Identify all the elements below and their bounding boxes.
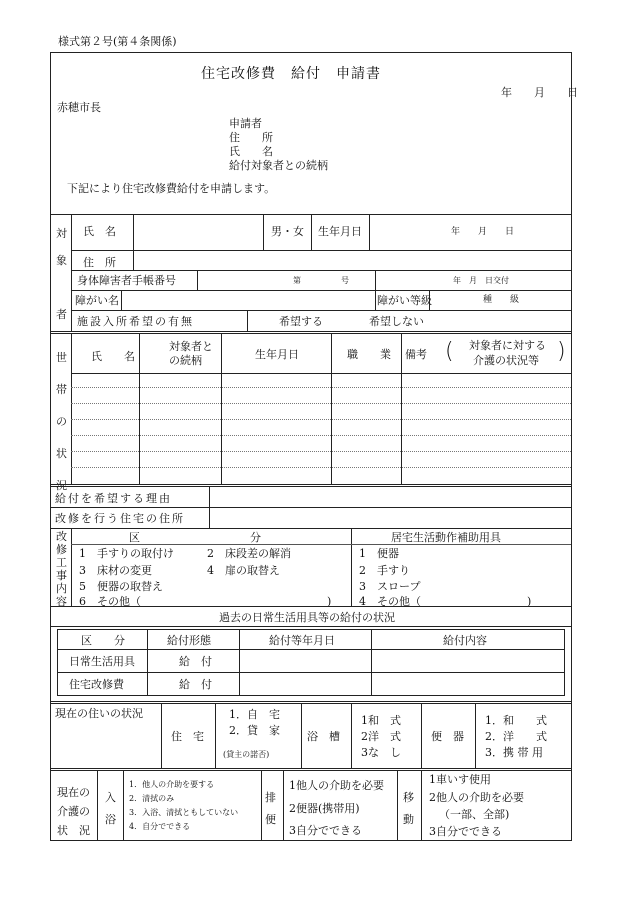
work-item[interactable]: 6 その他（ <box>79 595 141 608</box>
col-birth: 生年月日 <box>255 348 299 361</box>
bath-option[interactable]: 2洋 式 <box>361 730 401 743</box>
residence-label: 現在の住いの状況 <box>55 707 143 720</box>
application-form: 住宅改修費 給付 申請書 年 月 日 赤穂市長 申請者 住 所 氏 名 給付対象者との続柄 下記により住宅改修費給付を申請します。 対 象 者 氏 名 男・女 生年月日 年 月 日 住 所 身体障害者手帳番号 第 号 年 月 日交付 障がい名 障がい等級 種 級 施設入所希望の有無 希望する 希望しない 世 帯 の 状 況 氏 名 対象者と の続柄 生年月日 職 業 備考 ( 対象者に対する 介護の状況等 ) 給付を希望する理由 改修を行う住宅の住所 改 修 工 事 内 容 区 分 居宅生活動作補助用具 1 手すりの取付け 3 床材の変更 5 便器の取替え 6 その他（ 2 床段差の解消 4 扉の取替え ) 1 便器 2 手すり 3 スロープ 4 その他（ ) 過去の日常生活用具等の給付の状況 区 分 給付形態 給付等年月日 給付内容 日常生活用具 給 付 住宅改修費 給 付 現在の住いの状況 住 宅 1．自 宅 2．貸 家 (貸主の諾否) 浴 槽 1和 式 2洋 式 3な し 便 器 1．和 式 2．洋 式 3．携 帯 用 現在の 介護の 状 況 入 浴 1．他人の介助を要する 2．清拭のみ 3．入浴、清拭ともしていない 4．自分でできる 排 便 1他人の介助を必要 2便器(携帯用) 3自分でできる 移 動 1車いす使用 2他人の介助を必要 （一部、全部) 3自分でできる <box>50 52 572 841</box>
work-item[interactable]: 2 床段差の解消 <box>207 547 291 560</box>
history-title: 過去の日常生活用具等の給付の状況 <box>219 611 395 624</box>
facility-wish[interactable]: 希望する <box>279 315 323 328</box>
household-side-label: 世 帯 の 状 況 <box>56 351 67 492</box>
care-bath-option[interactable]: 1．他人の介助を要する <box>129 780 215 789</box>
applicant-label: 申請者 <box>229 117 262 130</box>
handbook-label: 身体障害者手帳番号 <box>77 274 176 287</box>
care-bath-option[interactable]: 2．清拭のみ <box>129 794 175 803</box>
aid-item[interactable]: 4 その他（ <box>359 595 421 608</box>
work-item[interactable]: 5 便器の取替え <box>79 580 163 593</box>
birth-label: 生年月日 <box>318 225 362 238</box>
house-label: 住 宅 <box>171 730 204 743</box>
care-excrete-option[interactable]: 1他人の介助を必要 <box>289 779 384 792</box>
work-col-aid: 居宅生活動作補助用具 <box>391 531 501 544</box>
applicant-relation-label: 給付対象者との続柄 <box>229 159 328 172</box>
bath-option[interactable]: 1和 式 <box>361 714 401 727</box>
care-move-option[interactable]: 3自分でできる <box>429 825 502 838</box>
aid-item[interactable]: 3 スロープ <box>359 580 421 593</box>
history-row-form: 給 付 <box>179 655 212 668</box>
work-col-category: 区 分 <box>129 531 261 544</box>
care-move-option[interactable]: （一部、全部) <box>439 808 510 821</box>
disability-name-label: 障がい名 <box>75 294 119 307</box>
bath-label: 浴 槽 <box>307 730 340 743</box>
aid-item[interactable]: 2 手すり <box>359 564 410 577</box>
care-move-label: 移 動 <box>403 791 414 826</box>
toilet-option[interactable]: 1．和 式 <box>485 714 547 727</box>
care-excrete-option[interactable]: 2便器(携帯用) <box>289 802 360 815</box>
bath-option[interactable]: 3な し <box>361 746 401 759</box>
col-name: 氏 名 <box>91 350 135 363</box>
applicant-name-label: 氏 名 <box>229 145 273 158</box>
facility-label: 施設入所希望の有無 <box>77 315 194 328</box>
work-side-label: 改 修 工 事 内 容 <box>56 530 67 608</box>
history-col-form: 給付形態 <box>167 634 211 647</box>
address-label: 改修を行う住宅の住所 <box>55 512 185 525</box>
toilet-option[interactable]: 2．洋 式 <box>485 730 547 743</box>
care-bath-label: 入 浴 <box>105 791 116 826</box>
work-item[interactable]: 3 床材の変更 <box>79 564 152 577</box>
application-date[interactable]: 年 月 日 <box>501 86 578 99</box>
house-option[interactable]: 1．自 宅 <box>229 708 280 721</box>
toilet-option[interactable]: 3．携 帯 用 <box>485 746 543 759</box>
history-col-date: 給付等年月日 <box>269 634 335 647</box>
care-excrete-label: 排 便 <box>265 791 276 826</box>
facility-no-wish[interactable]: 希望しない <box>369 315 424 328</box>
landlord-consent: (貸主の諾否) <box>223 750 270 759</box>
disability-grade-label: 障がい等級 <box>377 294 432 307</box>
care-move-option[interactable]: 2他人の介助を必要 <box>429 791 524 804</box>
handbook-number[interactable]: 第 号 <box>293 276 349 285</box>
care-bath-option[interactable]: 4．自分でできる <box>129 822 191 831</box>
applicant-address-label: 住 所 <box>229 131 273 144</box>
birth-date[interactable]: 年 月 日 <box>451 227 515 237</box>
col-relation: 対象者と <box>169 340 213 353</box>
history-row-category: 日常生活用具 <box>69 655 135 668</box>
divider <box>71 214 72 332</box>
toilet-label: 便 器 <box>431 730 464 743</box>
work-item[interactable]: 1 手すりの取付け <box>79 547 174 560</box>
aid-item[interactable]: 1 便器 <box>359 547 399 560</box>
history-col-content: 給付内容 <box>443 634 487 647</box>
gender-select[interactable]: 男・女 <box>271 225 304 238</box>
care-excrete-option[interactable]: 3自分でできる <box>289 824 362 837</box>
col-job: 職 業 <box>347 348 391 361</box>
house-option[interactable]: 2．貸 家 <box>229 724 280 737</box>
work-item[interactable]: 4 扉の取替え <box>207 564 280 577</box>
col-note: 備考 <box>405 348 427 361</box>
subject-side-label: 対 象 者 <box>56 227 67 321</box>
history-row-form: 給 付 <box>179 678 212 691</box>
reason-label: 給付を希望する理由 <box>55 492 172 505</box>
form-number: 様式第２号(第４条関係) <box>58 35 177 48</box>
care-bath-option[interactable]: 3．入浴、清拭ともしていない <box>129 808 239 817</box>
form-title: 住宅改修費 給付 申請書 <box>201 66 381 82</box>
issue-date[interactable]: 年 月 日交付 <box>453 276 509 285</box>
care-label: 現在の 介護の 状 況 <box>57 786 90 837</box>
care-move-option[interactable]: 1車いす使用 <box>429 773 491 786</box>
history-row-category: 住宅改修費 <box>69 678 124 691</box>
addressee: 赤穂市長 <box>57 101 101 114</box>
subject-name-label: 氏 名 <box>83 225 116 238</box>
subject-address-label: 住 所 <box>83 256 116 269</box>
statement: 下記により住宅改修費給付を申請します。 <box>67 182 276 195</box>
grade-value[interactable]: 種 級 <box>483 295 520 305</box>
history-col-category: 区 分 <box>81 634 125 647</box>
